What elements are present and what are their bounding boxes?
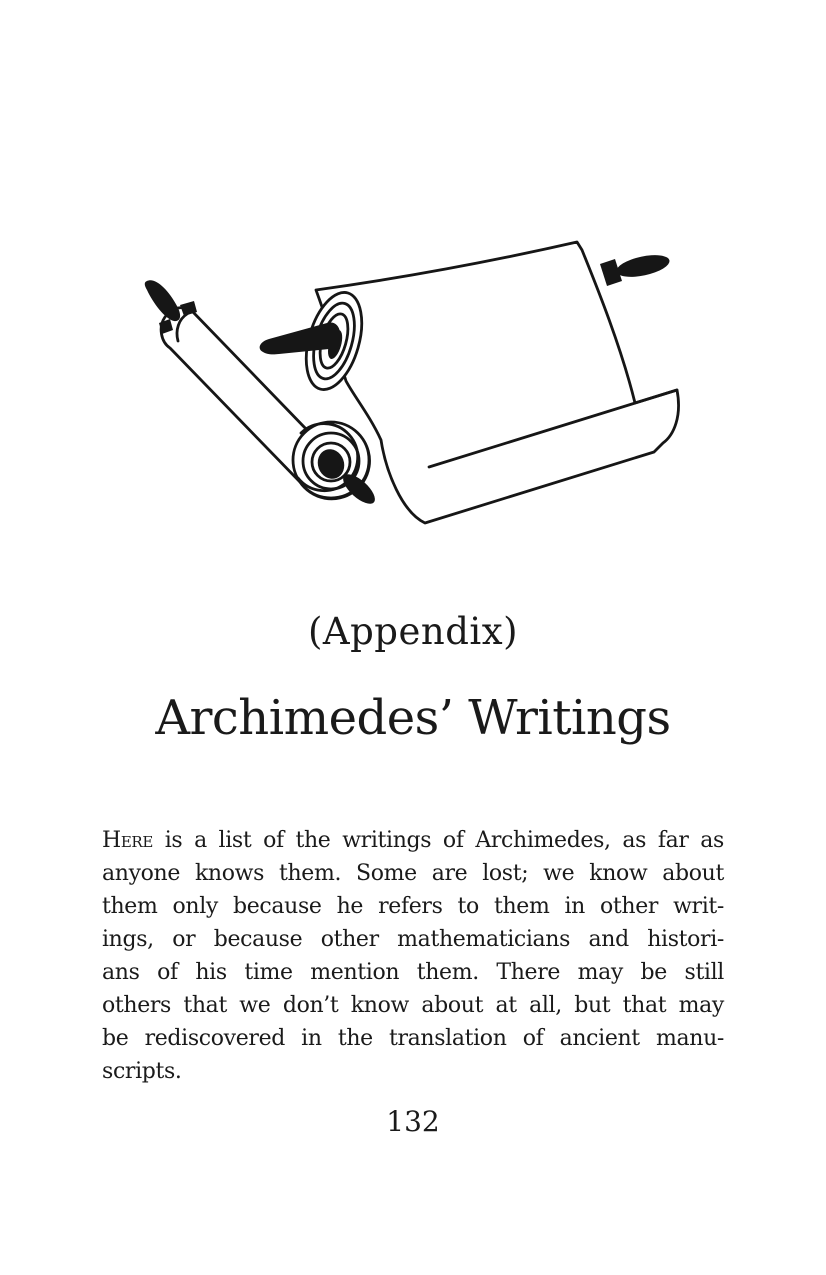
page-number: 132 bbox=[386, 1105, 440, 1138]
body-line: them only because he refers to them in other writ- bbox=[102, 894, 724, 919]
appendix-kicker: (Appendix) bbox=[307, 610, 519, 653]
large-scroll-right-knob bbox=[600, 251, 671, 286]
body-line: scripts. bbox=[102, 1059, 182, 1084]
body-line: ans of his time mention them. There may be still bbox=[102, 960, 724, 985]
line-text: is a list of the writings of Archimedes, as far as bbox=[164, 828, 724, 853]
body-line: be rediscovered in the translation of ancient manu- bbox=[102, 1026, 724, 1051]
body-paragraph bbox=[102, 824, 724, 1088]
body-line: ings, or because other mathematicians and histori- bbox=[102, 927, 724, 952]
body-line: anyone knows them. Some are lost; we know about bbox=[102, 861, 724, 886]
lead-word: Here bbox=[102, 828, 153, 853]
body-line: others that we don’t know about at all, but that may bbox=[102, 993, 724, 1018]
page-title: Archimedes’ Writings bbox=[155, 690, 671, 746]
body-line bbox=[102, 824, 724, 857]
papyrus-scrolls-illustration bbox=[130, 220, 690, 545]
large-scroll-sheet bbox=[316, 242, 679, 523]
